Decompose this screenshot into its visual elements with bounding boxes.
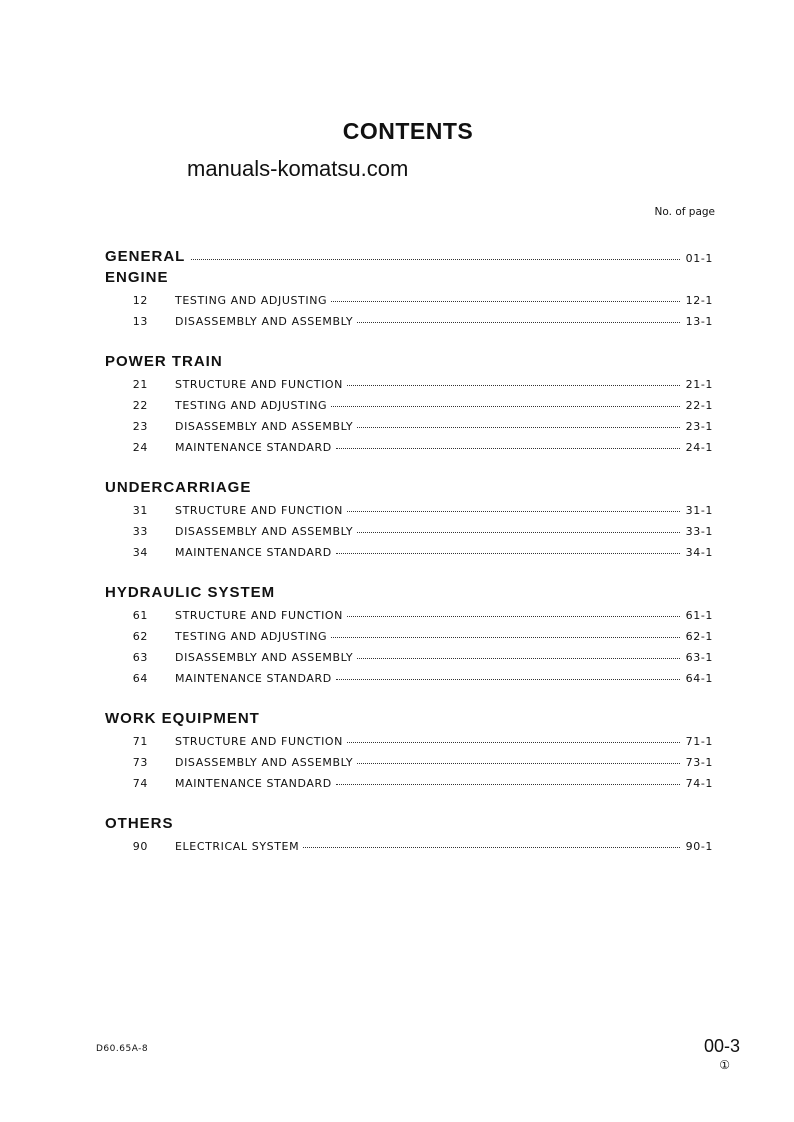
chapter-number: 62 <box>132 630 148 643</box>
chapter-title: DISASSEMBLY AND ASSEMBLY <box>175 420 354 433</box>
toc-entry[interactable] <box>105 664 713 685</box>
dot-leader <box>191 259 679 260</box>
toc-entry[interactable] <box>105 727 713 748</box>
dot-leader <box>357 322 679 323</box>
page-ref: 12-1 <box>685 294 713 307</box>
page-ref: 23-1 <box>685 420 713 433</box>
dot-leader <box>336 679 680 680</box>
page-ref: 63-1 <box>685 651 713 664</box>
page-ref: 62-1 <box>685 630 713 643</box>
dot-leader <box>331 301 679 302</box>
dot-leader <box>331 637 679 638</box>
page-ref: 73-1 <box>685 756 713 769</box>
section-heading <box>105 580 713 601</box>
page-ref: 31-1 <box>685 504 713 517</box>
chapter-number: 90 <box>132 840 148 853</box>
chapter-number: 34 <box>132 546 148 559</box>
toc-entry[interactable] <box>105 769 713 790</box>
toc-entry[interactable] <box>105 370 713 391</box>
dot-leader <box>331 406 679 407</box>
page-ref: 71-1 <box>685 735 713 748</box>
chapter-title: STRUCTURE AND FUNCTION <box>175 504 343 517</box>
chapter-title: DISASSEMBLY AND ASSEMBLY <box>175 756 354 769</box>
chapter-number: 61 <box>132 609 148 622</box>
toc-entry[interactable] <box>105 391 713 412</box>
chapter-number: 33 <box>132 525 148 538</box>
toc-section <box>105 265 713 328</box>
section-heading: GENERAL <box>105 248 186 265</box>
toc-entry[interactable] <box>105 433 713 454</box>
dot-leader <box>347 385 680 386</box>
page-ref: 24-1 <box>685 441 713 454</box>
chapter-title: MAINTENANCE STANDARD <box>175 546 332 559</box>
page-ref: 74-1 <box>685 777 713 790</box>
section-heading-text: HYDRAULIC SYSTEM <box>105 584 276 601</box>
section-heading <box>105 265 713 286</box>
dot-leader <box>347 616 680 617</box>
page-ref: 61-1 <box>685 609 713 622</box>
chapter-title: MAINTENANCE STANDARD <box>175 777 332 790</box>
chapter-number: 74 <box>132 777 148 790</box>
toc-entry[interactable] <box>105 832 713 853</box>
page-number: 00-3 <box>703 1036 740 1056</box>
dot-leader <box>347 511 680 512</box>
chapter-title: DISASSEMBLY AND ASSEMBLY <box>175 651 354 664</box>
chapter-title: MAINTENANCE STANDARD <box>175 441 332 454</box>
toc-entry[interactable] <box>105 748 713 769</box>
chapter-title: DISASSEMBLY AND ASSEMBLY <box>175 315 354 328</box>
dot-leader <box>357 658 679 659</box>
section-heading-text: WORK EQUIPMENT <box>105 710 260 727</box>
toc-section <box>105 349 713 454</box>
toc-section <box>105 811 713 853</box>
chapter-number: 13 <box>132 315 148 328</box>
section-heading <box>105 706 713 727</box>
chapter-title: TESTING AND ADJUSTING <box>175 630 328 643</box>
chapter-number: 24 <box>132 441 148 454</box>
toc-section <box>105 475 713 559</box>
dot-leader <box>303 847 679 848</box>
dot-leader <box>357 532 679 533</box>
page-title: CONTENTS <box>342 118 474 144</box>
chapter-title: STRUCTURE AND FUNCTION <box>175 609 343 622</box>
toc-entry[interactable] <box>105 412 713 433</box>
toc-entry[interactable] <box>105 643 713 664</box>
chapter-title: MAINTENANCE STANDARD <box>175 672 332 685</box>
chapter-number: 63 <box>132 651 148 664</box>
toc-entry[interactable] <box>105 538 713 559</box>
chapter-number: 73 <box>132 756 148 769</box>
revision-mark: ① <box>719 1058 730 1072</box>
toc-section <box>105 580 713 685</box>
table-of-contents <box>105 244 713 853</box>
section-heading <box>105 811 713 832</box>
section-heading-text: UNDERCARRIAGE <box>105 479 252 496</box>
toc-section-general <box>105 244 713 265</box>
toc-entry[interactable] <box>105 517 713 538</box>
toc-entry[interactable] <box>105 622 713 643</box>
toc-entry[interactable] <box>105 286 713 307</box>
page-ref: 22-1 <box>685 399 713 412</box>
chapter-title: TESTING AND ADJUSTING <box>175 399 328 412</box>
chapter-title: ELECTRICAL SYSTEM <box>175 840 300 853</box>
chapter-number: 21 <box>132 378 148 391</box>
section-heading <box>105 349 713 370</box>
dot-leader <box>336 448 680 449</box>
section-heading-text: OTHERS <box>105 815 174 832</box>
chapter-title: TESTING AND ADJUSTING <box>175 294 328 307</box>
dot-leader <box>336 553 680 554</box>
page-ref: 34-1 <box>685 546 713 559</box>
page-ref: 13-1 <box>685 315 713 328</box>
dot-leader <box>357 763 679 764</box>
dot-leader <box>357 427 679 428</box>
toc-entry-general[interactable] <box>105 244 713 265</box>
page-ref: 01-1 <box>685 252 713 265</box>
section-heading-text: POWER TRAIN <box>105 353 223 370</box>
chapter-number: 64 <box>132 672 148 685</box>
chapter-number: 31 <box>132 504 148 517</box>
watermark-text: manuals-komatsu.com <box>187 156 409 181</box>
toc-entry[interactable] <box>105 496 713 517</box>
toc-entry[interactable] <box>105 307 713 328</box>
column-header-page: No. of page <box>654 206 715 218</box>
section-heading-text: ENGINE <box>105 269 169 286</box>
section-heading <box>105 475 713 496</box>
chapter-number: 23 <box>132 420 148 433</box>
chapter-title: DISASSEMBLY AND ASSEMBLY <box>175 525 354 538</box>
chapter-number: 12 <box>132 294 148 307</box>
page-ref: 33-1 <box>685 525 713 538</box>
page-ref: 21-1 <box>685 378 713 391</box>
chapter-title: STRUCTURE AND FUNCTION <box>175 735 343 748</box>
toc-section <box>105 706 713 790</box>
toc-entry[interactable] <box>105 601 713 622</box>
chapter-number: 71 <box>132 735 148 748</box>
page-ref: 90-1 <box>685 840 713 853</box>
chapter-title: STRUCTURE AND FUNCTION <box>175 378 343 391</box>
page-ref: 64-1 <box>685 672 713 685</box>
dot-leader <box>347 742 680 743</box>
dot-leader <box>336 784 680 785</box>
model-code: D60.65A-8 <box>96 1044 149 1054</box>
chapter-number: 22 <box>132 399 148 412</box>
